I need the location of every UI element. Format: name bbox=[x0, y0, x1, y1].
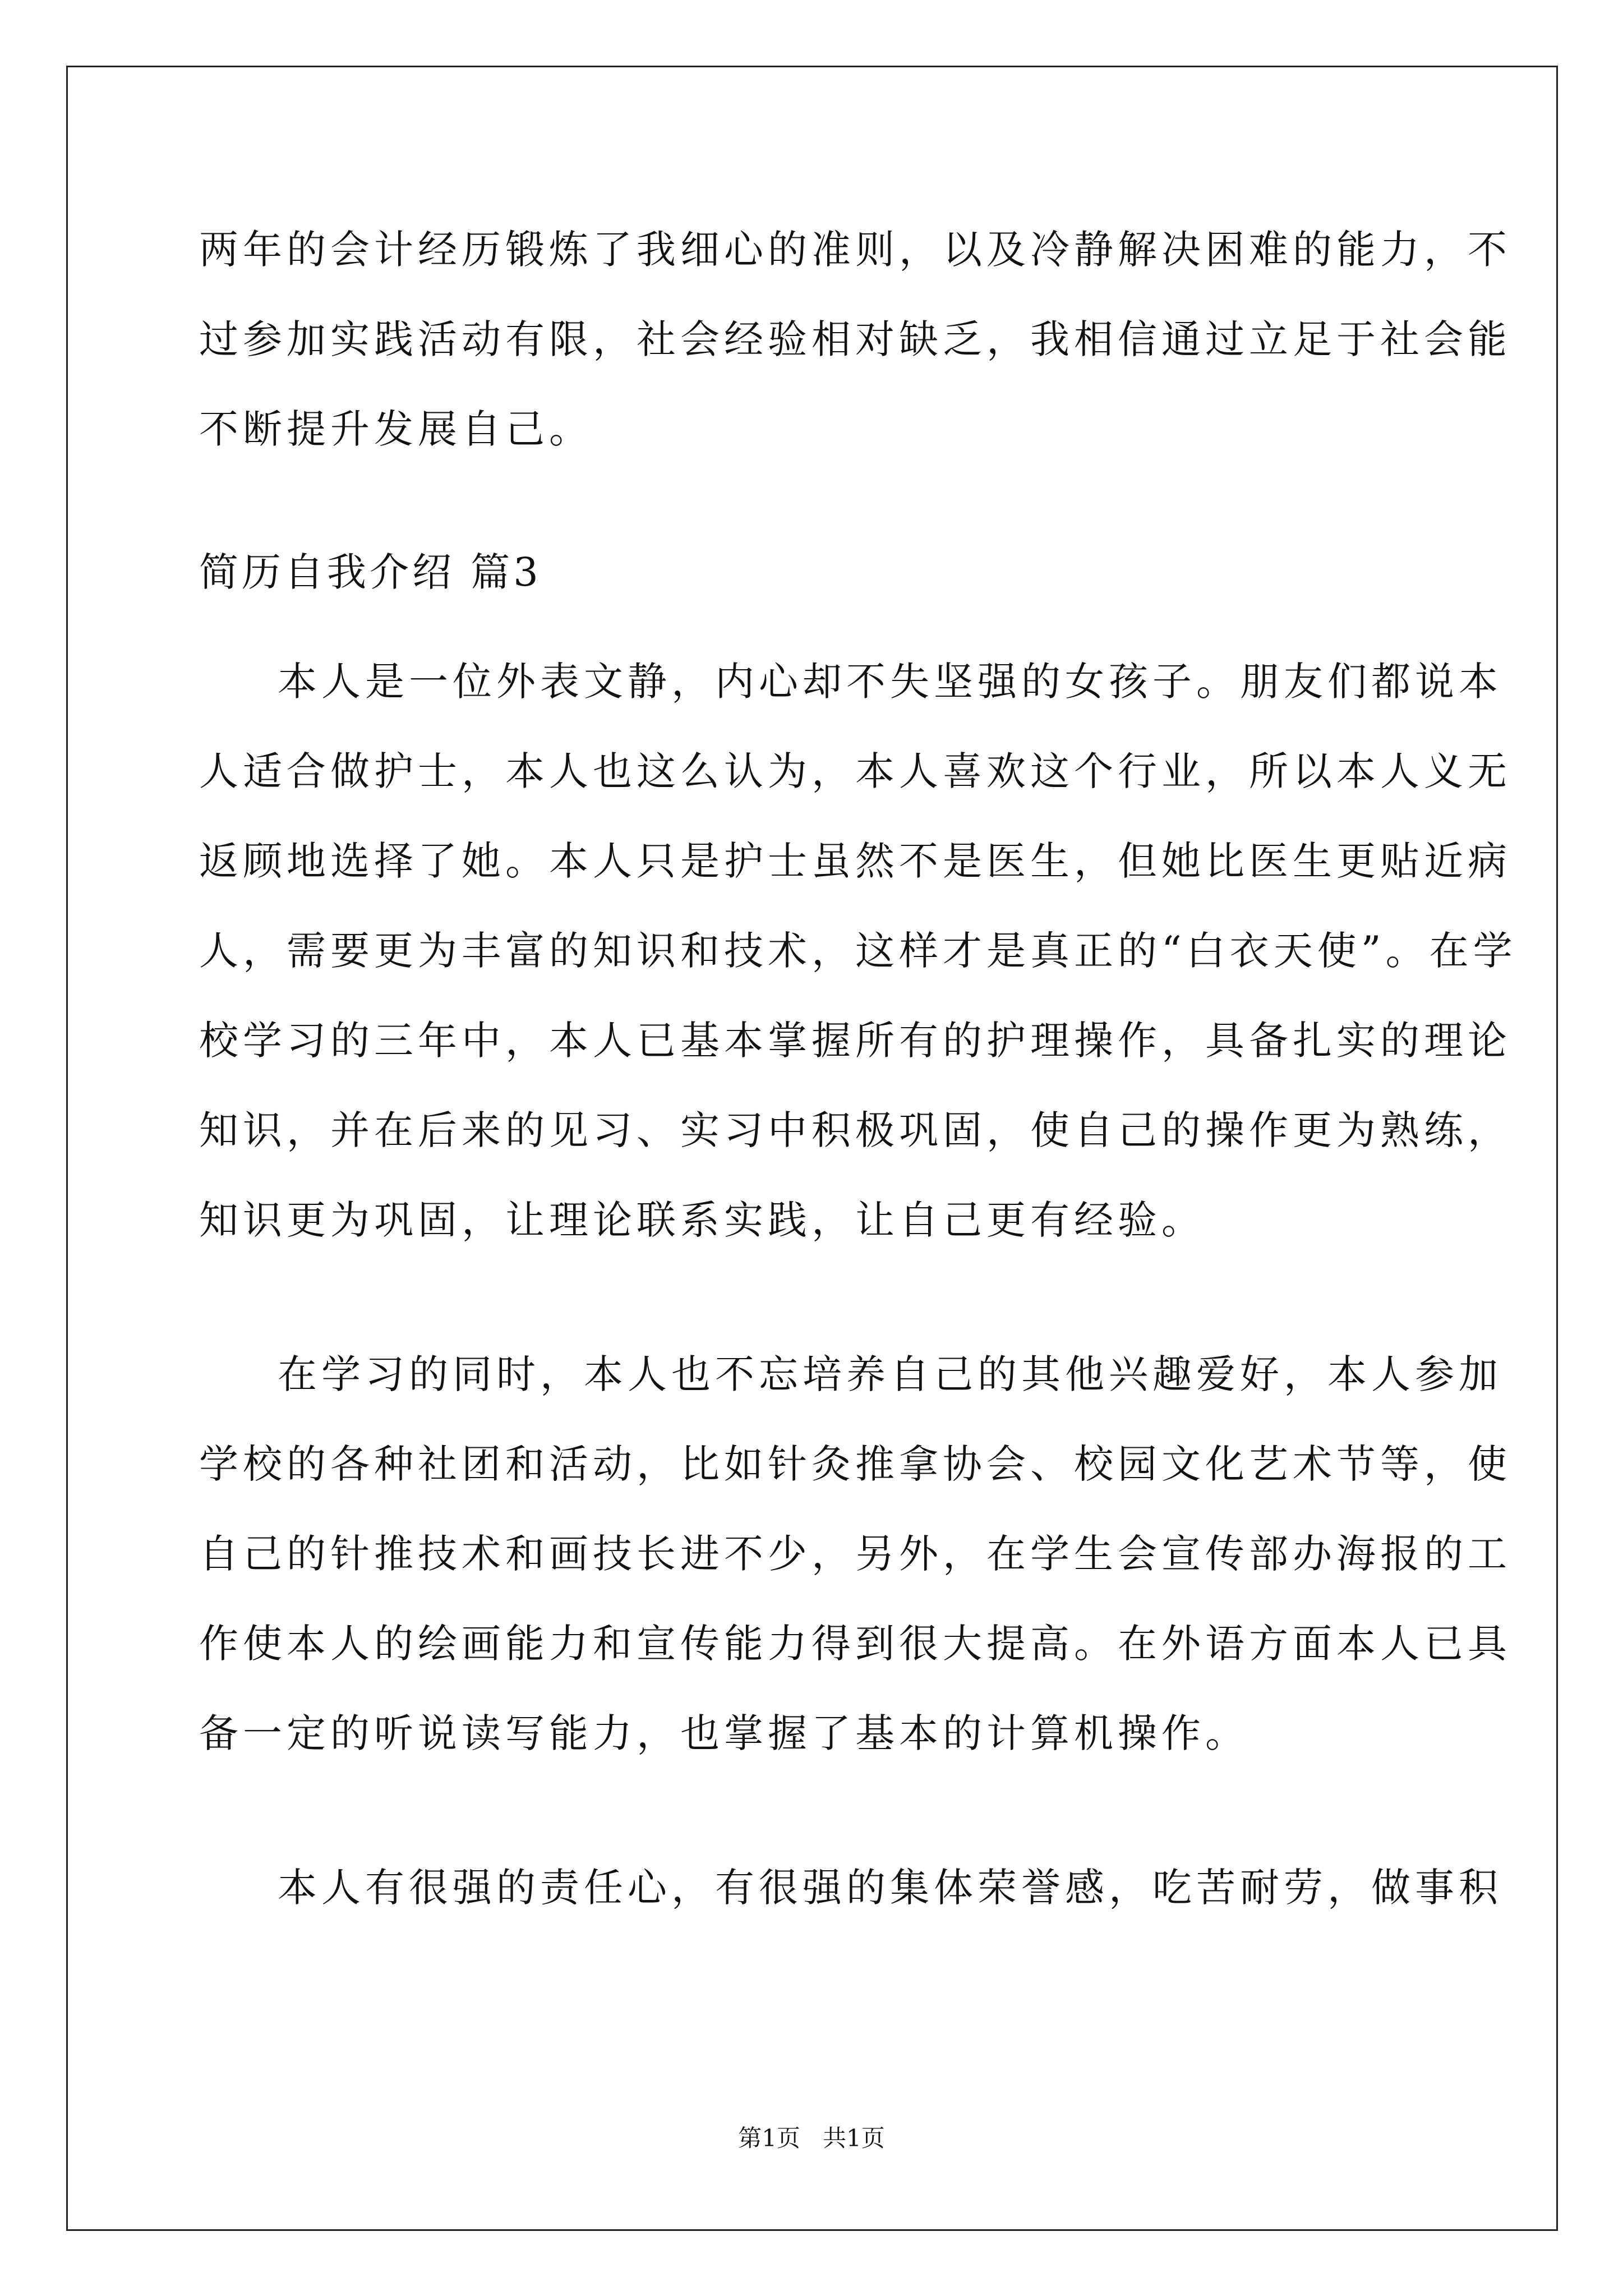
text-line: 本人有很强的责任心，有很强的集体荣誉感，吃苦耐劳，做事积 bbox=[278, 1865, 1502, 1911]
text-line: 备一定的听说读写能力，也掌握了基本的计算机操作。 bbox=[199, 1710, 1249, 1756]
page-footer: 第1页 共1页 bbox=[738, 2124, 885, 2152]
text-line: 过参加实践活动有限，社会经验相对缺乏，我相信通过立足于社会能 bbox=[199, 316, 1511, 362]
text-line: 返顾地选择了她。本人只是护士虽然不是医生，但她比医生更贴近病 bbox=[199, 838, 1511, 884]
text-line: 在学习的同时，本人也不忘培养自己的其他兴趣爱好，本人参加 bbox=[278, 1351, 1502, 1397]
text-line: 校学习的三年中，本人已基本掌握所有的护理操作，具备扎实的理论 bbox=[199, 1018, 1511, 1064]
text-line: 人，需要更为丰富的知识和技术，这样才是真正的“白衣天使”。在学 bbox=[199, 928, 1517, 974]
text-line: 知识更为巩固，让理论联系实践，让自己更有经验。 bbox=[199, 1197, 1205, 1243]
text-line: 学校的各种社团和活动，比如针灸推拿协会、校园文化艺术节等，使 bbox=[199, 1441, 1511, 1487]
text-line: 作使本人的绘画能力和宣传能力得到很大提高。在外语方面本人已具 bbox=[199, 1621, 1511, 1667]
text-line: 两年的会计经历锻炼了我细心的准则，以及冷静解决困难的能力，不 bbox=[199, 227, 1511, 273]
text-line: 不断提升发展自己。 bbox=[199, 406, 593, 452]
text-line: 自己的针推技术和画技长进不少，另外，在学生会宣传部办海报的工 bbox=[199, 1531, 1511, 1577]
text-line: 本人是一位外表文静，内心却不失坚强的女孩子。朋友们都说本 bbox=[278, 659, 1502, 705]
section-heading: 简历自我介绍 篇3 bbox=[199, 549, 542, 595]
text-line: 人适合做护士，本人也这么认为，本人喜欢这个行业，所以本人义无 bbox=[199, 748, 1511, 794]
text-line: 知识，并在后来的见习、实习中积极巩固，使自己的操作更为熟练， bbox=[199, 1107, 1511, 1153]
